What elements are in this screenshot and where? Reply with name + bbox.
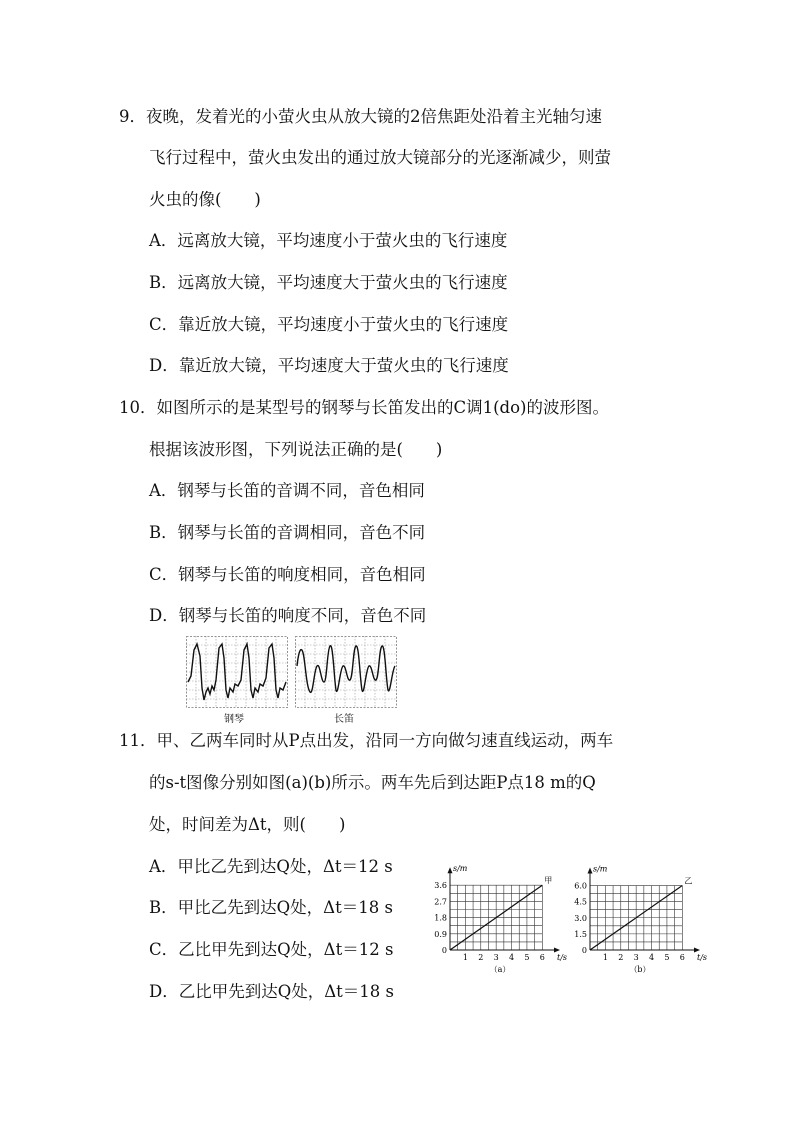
graph-a-origin-label: 0: [441, 946, 447, 955]
graph-b-y-tick-label: 6.0: [574, 881, 587, 891]
graph-b-x-axis-label: t/s: [696, 953, 708, 962]
s-t-graph-a: [426, 864, 568, 978]
question-10-option-a[interactable]: A．钢琴与长笛的音调不同，音色相同: [149, 481, 425, 500]
question-9-line-3: 火虫的像( ): [149, 190, 261, 209]
question-9-option-d[interactable]: D．靠近放大镜，平均速度大于萤火虫的飞行速度: [149, 356, 509, 375]
question-11-option-d[interactable]: D．乙比甲先到达Q处，Δt＝18 s: [149, 982, 395, 1001]
graph-a-x-tick-label: 2: [478, 953, 484, 962]
graph-b-series-label: 乙: [684, 876, 693, 886]
graph-b-y-tick-label: 3.0: [574, 913, 587, 923]
graph-b-y-axis-label: s/m: [593, 864, 608, 874]
graph-a-x-axis-label: t/s: [556, 953, 568, 962]
graph-a-y-tick-label: 1.8: [434, 913, 447, 923]
question-11-line-1: 11．甲、乙两车同时从P点出发，沿同一方向做匀速直线运动，两车: [119, 731, 614, 750]
question-11-option-b[interactable]: B．甲比乙先到达Q处，Δt＝18 s: [149, 898, 393, 917]
graph-b-y-tick-label: 1.5: [574, 929, 587, 939]
question-10-option-d[interactable]: D．钢琴与长笛的响度不同，音色不同: [149, 606, 427, 625]
graph-b-x-tick-label: 1: [602, 953, 608, 962]
graph-a-x-tick-label: 4: [508, 953, 515, 962]
question-10-option-b[interactable]: B．钢琴与长笛的音调相同，音色不同: [149, 523, 426, 542]
graph-b-x-arrow: [694, 948, 700, 953]
piano-waveform: [186, 636, 288, 708]
graph-b-x-tick-label: 4: [648, 953, 655, 962]
question-9-line-1: 9．夜晚，发着光的小萤火虫从放大镜的2倍焦距处沿着主光轴匀速: [119, 107, 602, 126]
flute-waveform-line: [297, 646, 395, 693]
graph-a-x-tick-label: 6: [539, 953, 545, 962]
question-9-line-2: 飞行过程中，萤火虫发出的通过放大镜部分的光逐渐减少，则萤: [149, 148, 611, 167]
graph-a-y-tick-label: 3.6: [434, 881, 447, 891]
graph-a-x-tick-label: 3: [493, 953, 499, 962]
graph-b-x-tick-label: 2: [618, 953, 624, 962]
graph-a-caption: （a）: [489, 965, 511, 974]
graph-b-caption: （b）: [629, 965, 651, 974]
question-10-line-2: 根据该波形图，下列说法正确的是( ): [149, 440, 443, 459]
piano-label: 钢琴: [224, 714, 244, 725]
question-10-option-c[interactable]: C．钢琴与长笛的响度相同，音色相同: [149, 565, 426, 584]
graph-b-origin-label: 0: [581, 946, 587, 955]
question-11-option-c[interactable]: C．乙比甲先到达Q处，Δt＝12 s: [149, 940, 394, 959]
graph-a-x-tick-label: 5: [524, 953, 530, 962]
question-11-line-3: 处，时间差为Δt，则( ): [149, 815, 346, 834]
graph-a-y-tick-label: 0.9: [434, 929, 447, 939]
question-9-option-c[interactable]: C．靠近放大镜，平均速度小于萤火虫的飞行速度: [149, 315, 509, 334]
graph-a-x-arrow: [554, 948, 560, 953]
flute-label: 长笛: [334, 714, 354, 725]
question-11-line-2: 的s-t图像分别如图(a)(b)所示。两车先后到达距P点18 m的Q: [149, 773, 596, 792]
graph-a-y-arrow: [448, 867, 453, 873]
question-11-option-a[interactable]: A．甲比乙先到达Q处，Δt＝12 s: [149, 857, 393, 876]
graph-b-x-tick-label: 5: [664, 953, 670, 962]
graph-a-y-axis-label: s/m: [453, 864, 468, 874]
s-t-graph-b: [566, 864, 708, 978]
question-10-line-1: 10．如图所示的是某型号的钢琴与长笛发出的C调1(do)的波形图。: [119, 398, 609, 417]
flute-waveform: [295, 636, 397, 708]
question-9-option-a[interactable]: A．远离放大镜，平均速度小于萤火虫的飞行速度: [149, 231, 508, 250]
graph-a-series-label: 甲: [544, 876, 553, 886]
graph-b-x-tick-label: 3: [633, 953, 639, 962]
graph-b-y-arrow: [588, 868, 593, 874]
graph-b-x-tick-label: 6: [679, 953, 685, 962]
graph-a-x-tick-label: 1: [462, 953, 468, 962]
graph-a-y-tick-label: 2.7: [434, 897, 447, 907]
question-9-option-b[interactable]: B．远离放大镜，平均速度大于萤火虫的飞行速度: [149, 273, 508, 292]
graph-b-y-tick-label: 4.5: [574, 897, 587, 907]
